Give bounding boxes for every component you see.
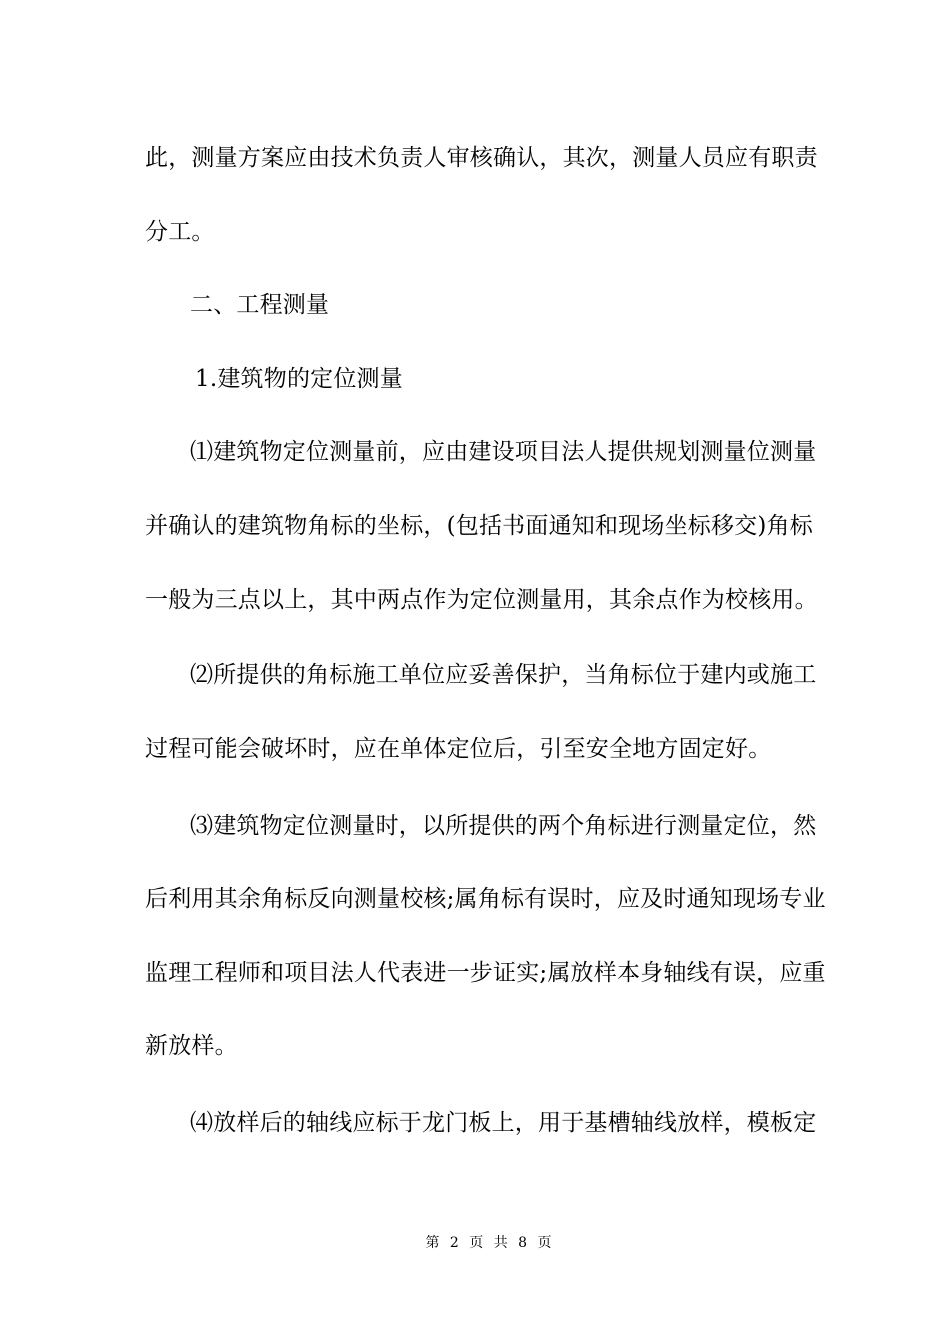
paragraph-line: 一般为三点以上，其中两点作为定位测量用，其余点作为校核用。 (145, 587, 818, 613)
paragraph-line: 并确认的建筑物角标的坐标，(包括书面通知和现场坐标移交)角标 (145, 513, 813, 539)
paragraph-line: 分工。 (145, 219, 215, 245)
paragraph-line: 新放样。 (145, 1033, 238, 1059)
section-heading: 二、工程测量 (190, 292, 330, 318)
paragraph-line: ⑵所提供的角标施工单位应妥善保护，当角标位于建内或施工 (190, 662, 817, 688)
subsection-heading: 1.建筑物的定位测量 (195, 366, 403, 392)
paragraph-line: 过程可能会破坏时，应在单体定位后，引至安全地方固定好。 (145, 736, 772, 762)
paragraph-line: ⑶建筑物定位测量时，以所提供的两个角标进行测量定位，然 (190, 813, 817, 839)
paragraph-line: 后利用其余角标反向测量校核;属角标有误时，应及时通知现场专业 (145, 886, 826, 912)
paragraph-line: 此，测量方案应由技术负责人审核确认，其次，测量人员应有职责 (145, 145, 818, 171)
paragraph-line: ⑷放样后的轴线应标于龙门板上，用于基槽轴线放样，模板定 (190, 1110, 817, 1136)
page-number-footer: 第 2 页 共 8 页 (425, 1235, 555, 1251)
paragraph-line: 监理工程师和项目法人代表进一步证实;属放样本身轴线有误，应重 (145, 960, 826, 986)
paragraph-line: ⑴建筑物定位测量前，应由建设项目法人提供规划测量位测量 (190, 439, 817, 465)
